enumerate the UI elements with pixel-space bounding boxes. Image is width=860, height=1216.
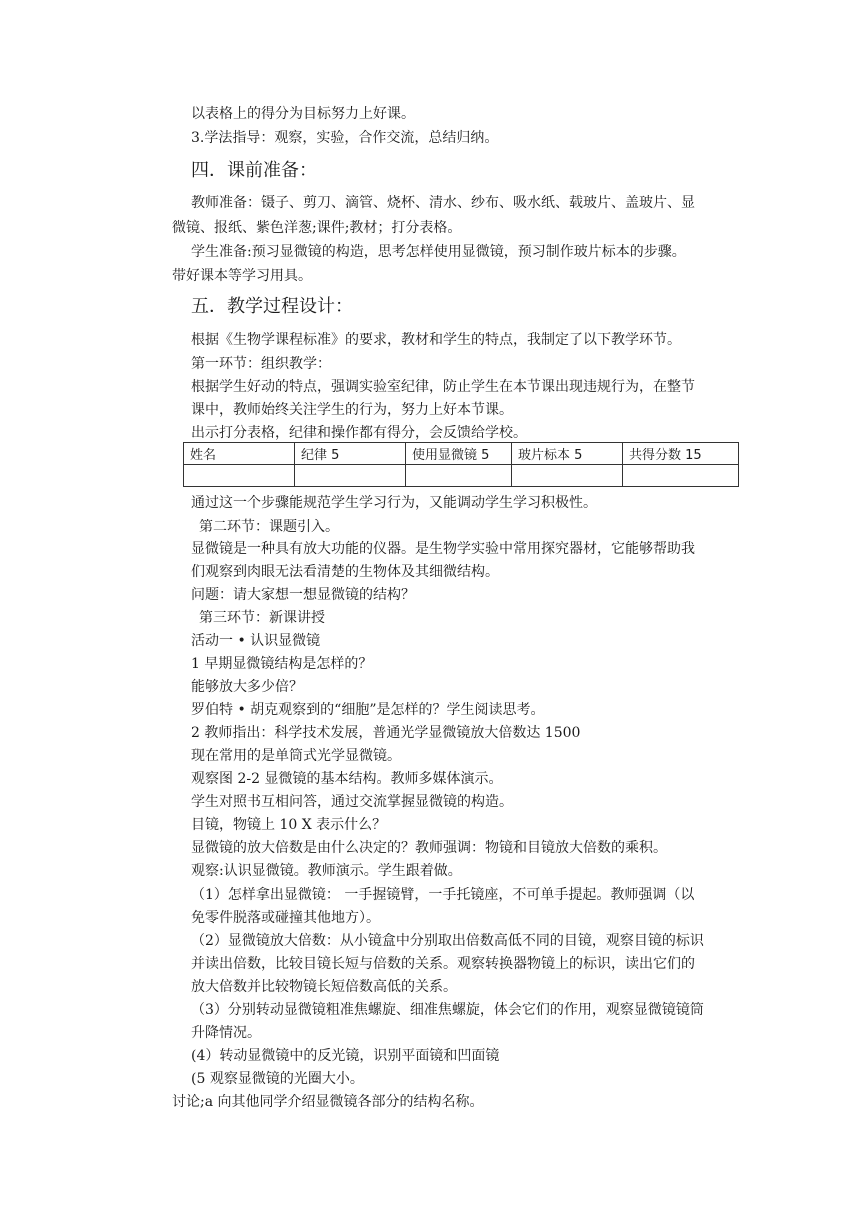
table-header-cell: 共得分数 15 (623, 443, 739, 465)
text-line: 升降情况。 (191, 1025, 261, 1041)
text-line: 出示打分表格，纪律和操作都有得分，会反馈给学校。 (191, 425, 527, 441)
text-line: 问题：请大家想一想显微镜的结构？ (191, 587, 415, 603)
table-header-cell: 姓名 (184, 443, 295, 465)
table-row (184, 465, 739, 487)
text-line: 并读出倍数，比较目镜长短与倍数的关系。观察转换器物镜上的标识，读出它们的 (191, 956, 695, 972)
table-cell (184, 465, 295, 487)
text-line: 能够放大多少倍？ (191, 679, 303, 695)
text-line: 放大倍数并比较物镜长短倍数高低的关系。 (191, 979, 457, 995)
section-heading: 四．课前准备： (191, 160, 317, 181)
text-line: 带好课本等学习用具。 (172, 268, 312, 284)
text-line: 观察:认识显微镜。教师演示。学生跟着做。 (191, 863, 462, 879)
text-line: 第三环节：新课讲授 (199, 610, 325, 626)
text-line: 学生对照书互相问答，通过交流掌握显微镜的构造。 (191, 794, 513, 810)
section-heading: 五．教学过程设计： (191, 296, 353, 317)
text-line: 们观察到肉眼无法看清楚的生物体及其细微结构。 (191, 564, 499, 580)
text-line: 课中，教师始终关注学生的行为，努力上好本节课。 (191, 402, 513, 418)
score-table (183, 442, 739, 487)
text-line: 1 早期显微镜结构是怎样的？ (191, 656, 373, 672)
text-line: 2 教师指出：科学技术发展，普通光学显微镜放大倍数达 1500 (191, 725, 581, 741)
table-cell (295, 465, 406, 487)
table-cell (406, 465, 512, 487)
text-line: 显微镜是一种具有放大功能的仪器。是生物学实验中常用探究器材，它能够帮助我 (191, 541, 695, 557)
table-header-cell: 玻片标本 5 (512, 443, 623, 465)
text-line: 学生准备:预习显微镜的构造，思考怎样使用显微镜，预习制作玻片标本的步骤。 (191, 244, 686, 260)
text-line: （2）显微镜放大倍数：从小镜盒中分别取出倍数高低不同的目镜，观察目镜的标识 (191, 933, 704, 949)
text-line: 根据学生好动的特点，强调实验室纪律，防止学生在本节课出现违规行为，在整节 (191, 379, 695, 395)
text-line: 显微镜的放大倍数是由什么决定的？教师强调：物镜和目镜放大倍数的乘积。 (191, 840, 667, 856)
text-line: 通过这一个步骤能规范学生学习行为，又能调动学生学习积极性。 (191, 495, 597, 511)
text-line: 第一环节：组织教学： (191, 356, 331, 372)
text-line: 活动一 • 认识显微镜 (191, 633, 321, 649)
text-line: 微镜、报纸、紫色洋葱;课件;教材；打分表格。 (172, 220, 462, 236)
text-line: (5 观察显微镜的光圈大小。 (191, 1071, 364, 1087)
text-line: 3.学法指导：观察，实验，合作交流，总结归纳。 (191, 130, 499, 146)
text-line: （3）分别转动显微镜粗准焦螺旋、细准焦螺旋，体会它们的作用，观察显微镜镜筒 (191, 1002, 704, 1018)
text-line: 罗伯特 • 胡克观察到的“细胞”是怎样的？学生阅读思考。 (191, 702, 545, 718)
table-header-cell: 纪律 5 (295, 443, 406, 465)
text-line: 免零件脱落或碰撞其他地方）。 (191, 910, 380, 926)
text-line: 讨论;a 向其他同学介绍显微镜各部分的结构名称。 (172, 1094, 484, 1110)
text-line: 目镜，物镜上 10 X 表示什么？ (191, 817, 387, 833)
text-line: 第二环节：课题引入。 (199, 519, 339, 535)
text-line: 观察图 2-2 显微镜的基本结构。教师多媒体演示。 (191, 771, 503, 787)
table-cell (623, 465, 739, 487)
table-cell (512, 465, 623, 487)
text-line: （1）怎样拿出显微镜： 一手握镜臂，一手托镜座，不可单手提起。教师强调（以 (191, 887, 695, 903)
text-line: (4）转动显微镜中的反光镜，识别平面镜和凹面镜 (191, 1048, 500, 1064)
text-line: 根据《生物学课程标准》的要求，教材和学生的特点，我制定了以下教学环节。 (191, 332, 681, 348)
text-line: 以表格上的得分为目标努力上好课。 (191, 106, 415, 122)
table-header-cell: 使用显微镜 5 (406, 443, 512, 465)
text-line: 教师准备：镊子、剪刀、滴管、烧杯、清水、纱布、吸水纸、载玻片、盖玻片、显 (191, 195, 695, 211)
table-row (184, 443, 739, 465)
text-line: 现在常用的是单筒式光学显微镜。 (191, 748, 401, 764)
